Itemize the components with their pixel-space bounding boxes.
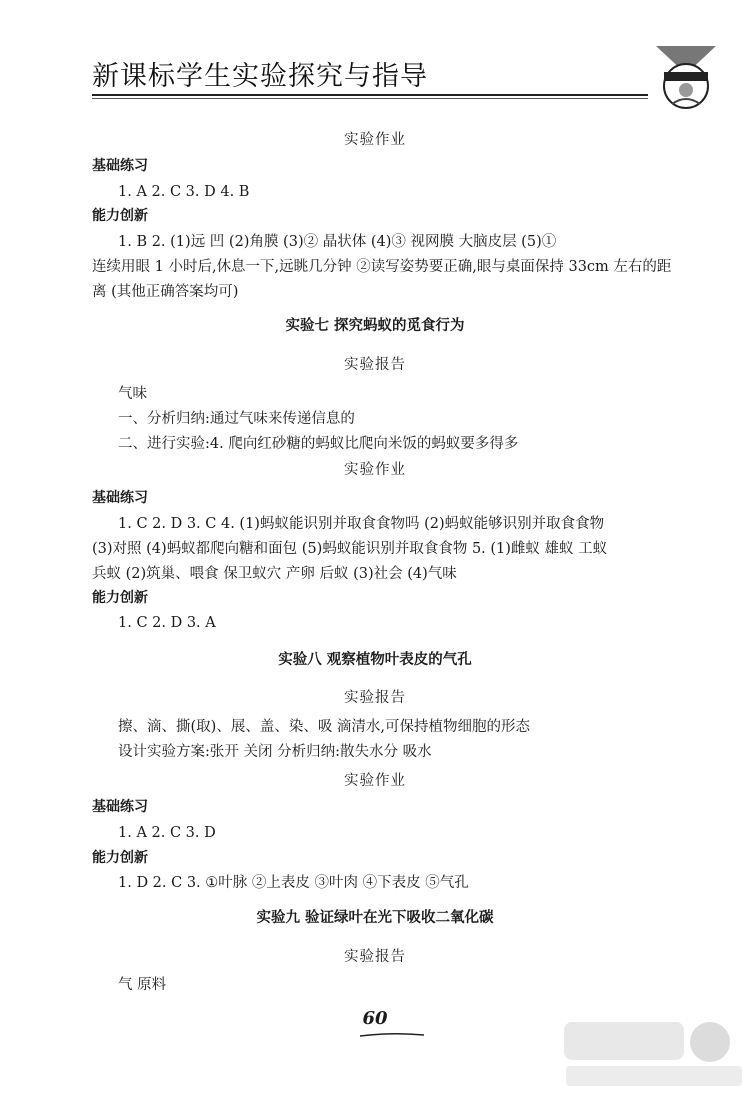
basic-answers: 1. A 2. C 3. D 4. B bbox=[118, 184, 250, 200]
book-title: 新课标学生实验探究与指导 bbox=[92, 61, 428, 92]
report-line: 二、进行实验:4. 爬向红砂糖的蚂蚁比爬向米饭的蚂蚁要多得多 bbox=[118, 436, 519, 452]
ability-label: 能力创新 bbox=[92, 850, 148, 866]
section-heading-homework: 实验作业 bbox=[344, 773, 406, 789]
basic-practice-label: 基础练习 bbox=[92, 799, 148, 815]
report-line: 气味 bbox=[118, 386, 147, 402]
basic-answers-line: 兵蚁 (2)筑巢、喂食 保卫蚁穴 产卵 后蚁 (3)社会 (4)气味 bbox=[92, 566, 457, 582]
ability-answers-line: 连续用眼 1 小时后,休息一下,远眺几分钟 ②读写姿势要正确,眼与桌面保持 33cm 左右的距 bbox=[92, 259, 672, 275]
basic-answers: 1. A 2. C 3. D bbox=[118, 825, 216, 841]
ability-answers: 1. C 2. D 3. A bbox=[118, 615, 216, 631]
header-rule-thin bbox=[92, 98, 648, 99]
section-heading-report: 实验报告 bbox=[344, 949, 406, 965]
section-heading-homework: 实验作业 bbox=[344, 462, 406, 478]
experiment-7-title: 实验七 探究蚂蚁的觅食行为 bbox=[285, 318, 465, 334]
experiment-9-title: 实验九 验证绿叶在光下吸收二氧化碳 bbox=[256, 910, 494, 926]
page-number: 60 bbox=[362, 1008, 388, 1029]
ability-answers: 1. D 2. C 3. ①叶脉 ②上表皮 ③叶肉 ④下表皮 ⑤气孔 bbox=[118, 875, 469, 891]
report-line: 设计实验方案:张开 关闭 分析归纳:散失水分 吸水 bbox=[118, 744, 432, 760]
report-line: 一、分析归纳:通过气味来传递信息的 bbox=[118, 411, 355, 427]
basic-answers-line: 1. C 2. D 3. C 4. (1)蚂蚁能识别并取食食物吗 (2)蚂蚁能够识别并取食食物 bbox=[118, 516, 605, 532]
section-heading-report: 实验报告 bbox=[344, 357, 406, 373]
basic-answers-line: (3)对照 (4)蚂蚁都爬向糖和面包 (5)蚂蚁能识别并取食食物 5. (1)雌蚁 雄蚁 工蚁 bbox=[92, 541, 608, 557]
page-number-swash bbox=[358, 1032, 426, 1038]
report-line: 擦、滴、撕(取)、展、盖、染、吸 滴清水,可保持植物细胞的形态 bbox=[118, 719, 531, 735]
section-heading-report: 实验报告 bbox=[344, 690, 406, 706]
ability-label: 能力创新 bbox=[92, 590, 148, 606]
header-rule bbox=[92, 94, 648, 96]
basic-practice-label: 基础练习 bbox=[92, 158, 148, 174]
experiment-8-title: 实验八 观察植物叶表皮的气孔 bbox=[278, 652, 472, 668]
ability-answers-line: 离 (其他正确答案均可) bbox=[92, 284, 239, 300]
basic-practice-label: 基础练习 bbox=[92, 490, 148, 506]
ability-label: 能力创新 bbox=[92, 208, 148, 224]
ability-answers-line: 1. B 2. (1)远 凹 (2)角膜 (3)② 晶状体 (4)③ 视网膜 大脑皮层 (5)① bbox=[118, 234, 557, 250]
series-logo-icon bbox=[652, 44, 720, 112]
section-heading-homework: 实验作业 bbox=[344, 132, 406, 148]
report-line: 气 原料 bbox=[118, 977, 167, 993]
watermark-logo-icon bbox=[560, 1018, 746, 1090]
